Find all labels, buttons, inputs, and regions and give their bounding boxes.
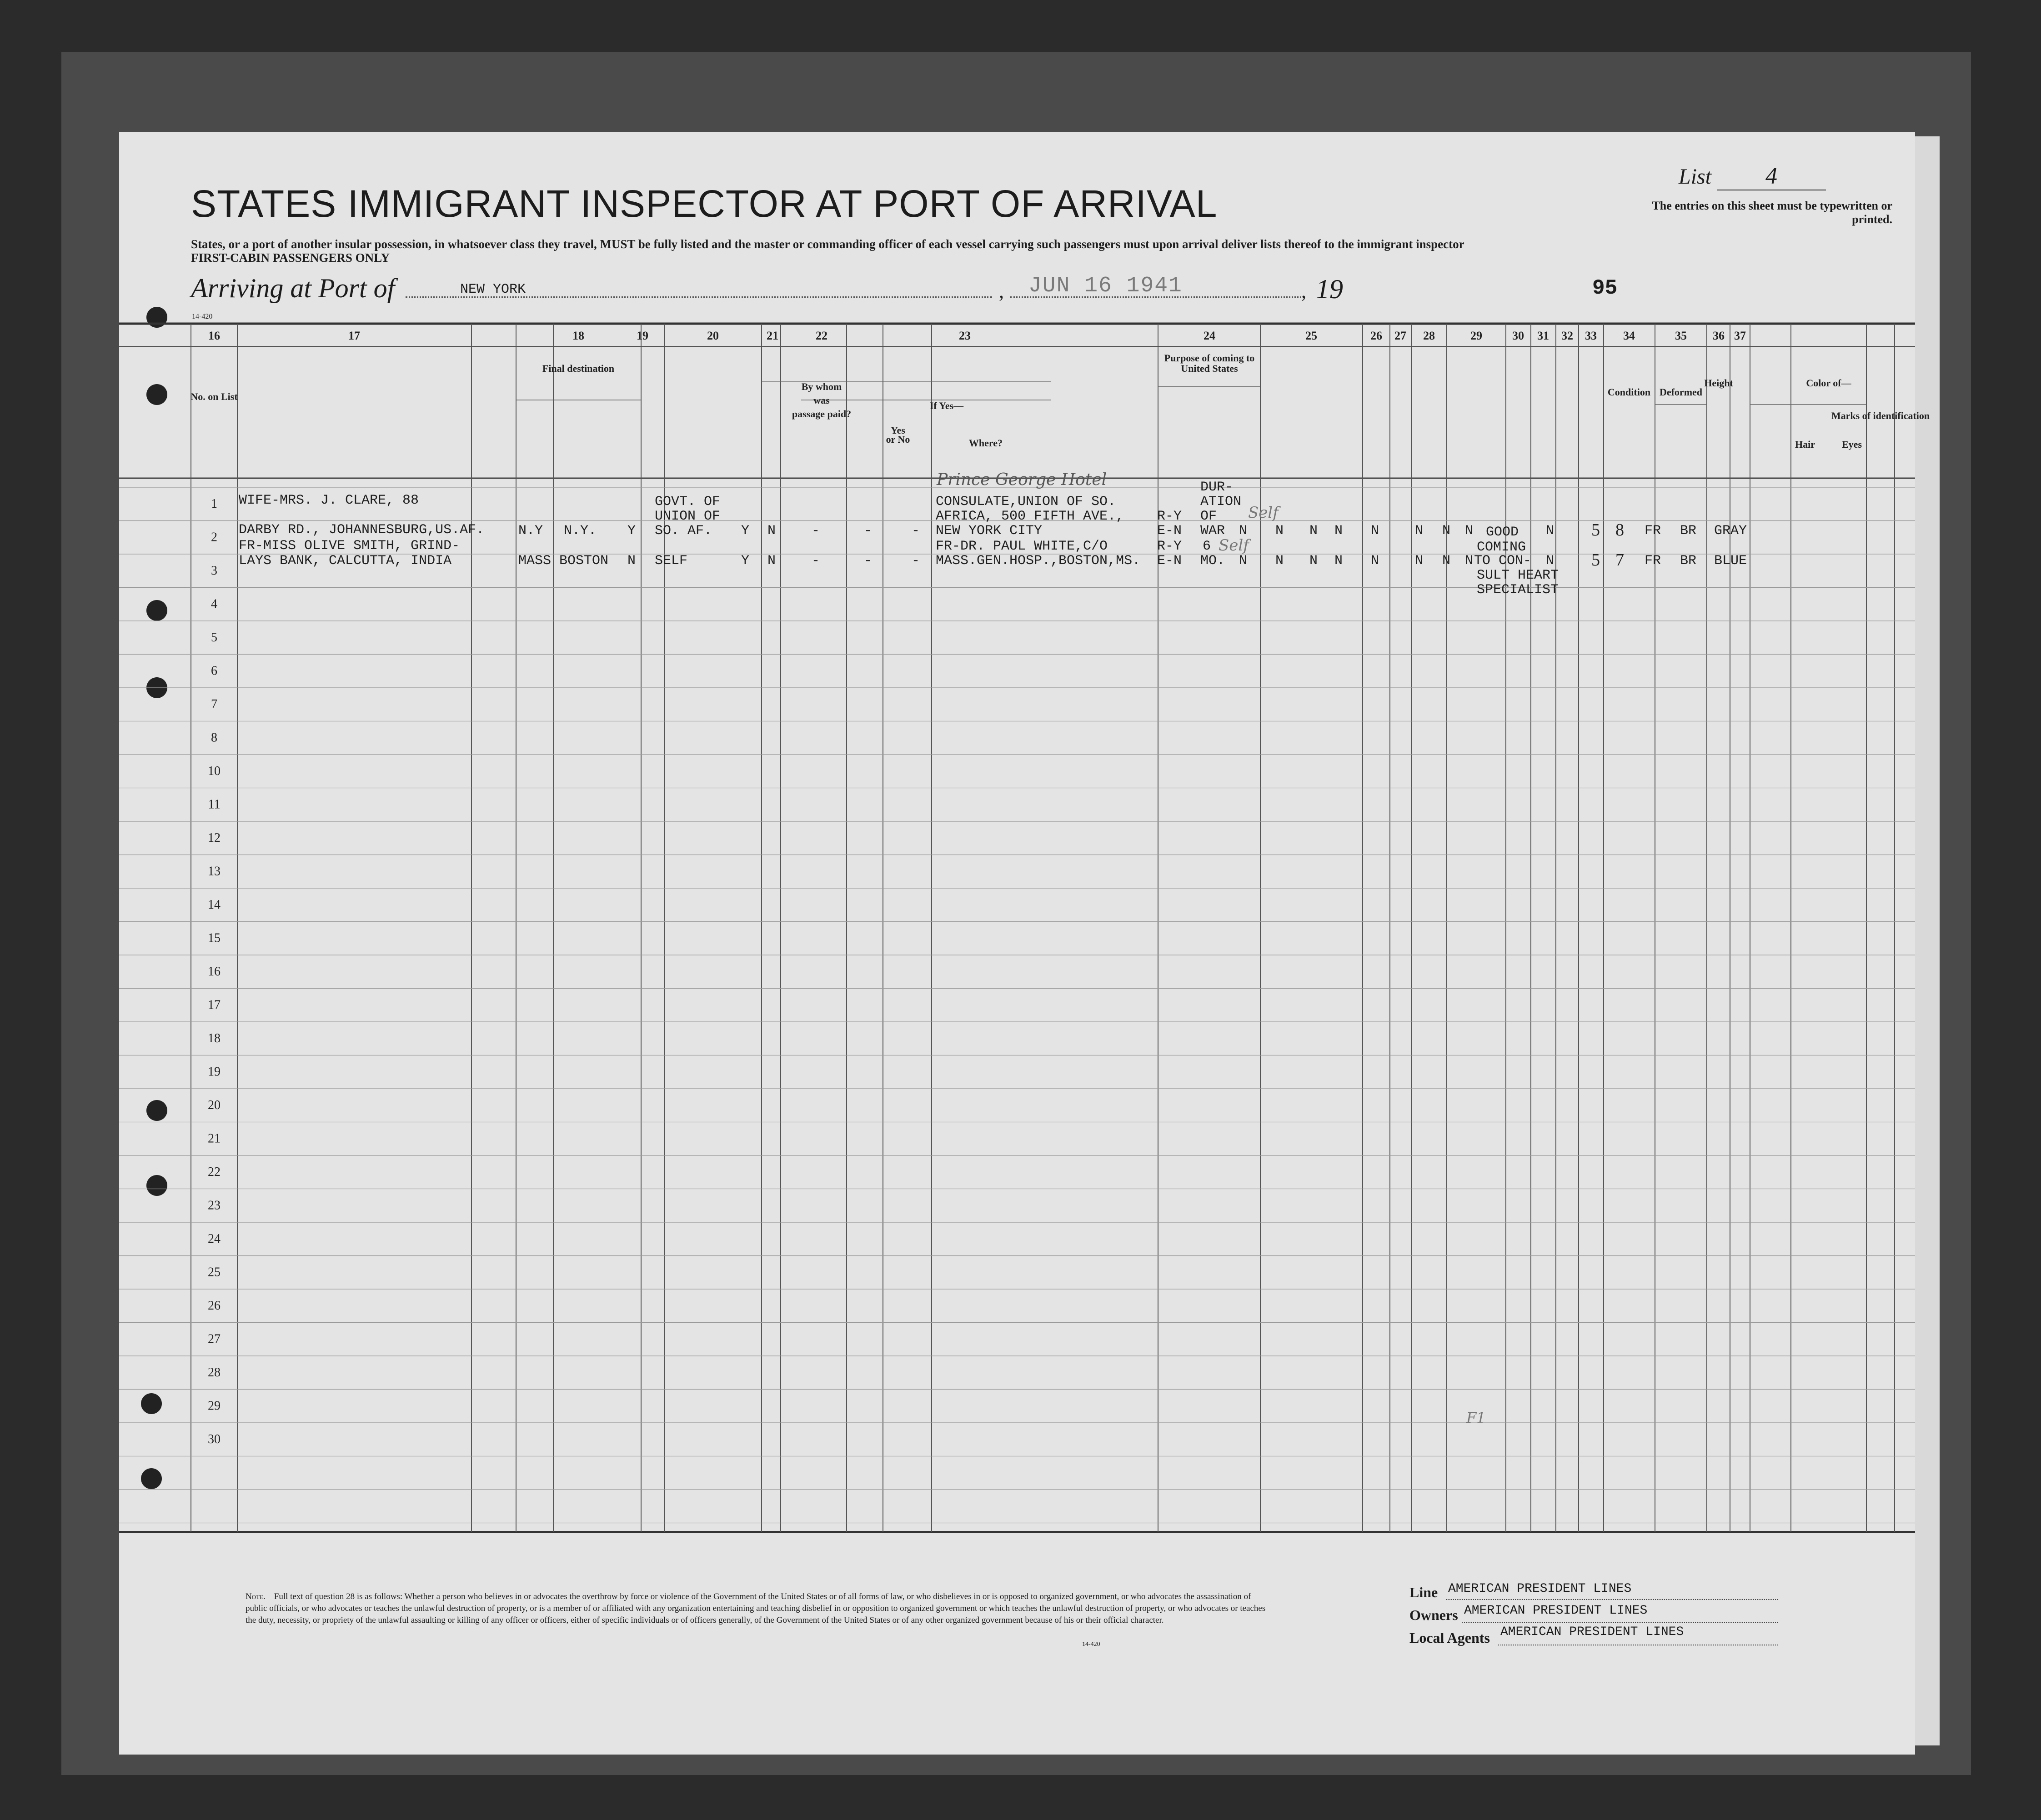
destination-state: N.Y [518,523,543,539]
row-number: 19 [208,1065,221,1079]
destination-city: BOSTON [559,553,609,569]
row-number: 25 [208,1265,221,1280]
q29: N [1415,553,1424,569]
anarchist: N [1334,553,1343,569]
column-number: 26 [1370,329,1382,342]
row-number: 13 [208,864,221,879]
row-number: 23 [208,1198,221,1213]
column-header-label: Height [1704,377,1733,389]
column-number: 36 [1713,329,1725,342]
row-number: 2 [211,530,217,545]
complexion: FR [1645,553,1661,569]
owners-label: Owners [1409,1607,1458,1623]
q30: N [1442,523,1451,539]
column-header-label: Yes [891,425,905,436]
join-relative: MASS.GEN.HOSP.,BOSTON,MS. [936,553,1141,569]
instructions-line2: FIRST-CABIN PASSENGERS ONLY [191,251,390,265]
relative-address: FR-MISS OLIVE SMITH, GRIND- [239,538,460,554]
join-relative: CONSULATE,UNION OF SO. [936,494,1116,510]
handwritten-hotel: Prince George Hotel [937,470,1107,489]
row-number: 24 [208,1232,221,1246]
row-number: 26 [208,1299,221,1313]
height-feet: 5 [1591,550,1600,570]
last-departure: - [912,553,920,569]
row-number: 10 [208,764,221,778]
q28: N [1371,553,1379,569]
health: SPECIALIST [1477,582,1559,598]
column-number: 31 [1537,329,1549,342]
column-number: 25 [1305,329,1317,342]
intends-return: E-N [1157,523,1182,539]
column-number: 33 [1585,329,1597,342]
column-number: 34 [1623,329,1635,342]
join-relative: AFRICA, 500 FIFTH AVE., [936,509,1124,524]
question-28-note [246,1591,1269,1626]
column-number: 22 [816,329,827,342]
line-value: AMERICAN PRESIDENT LINES [1448,1582,1632,1596]
comma-mark: , [1301,280,1306,302]
health: TO CON- [1474,553,1532,569]
row-number: 3 [211,564,217,578]
polygamist: N [1309,553,1318,569]
deformed: N [1546,553,1555,569]
port-label: Arriving at Port of [191,273,395,303]
column-header-label: By whom [801,381,842,392]
note-text: —Full text of question 28 is as follows: Whether a person who believes in or advocates the overthrow by force or violence of the Government of the United States or of all forms of law, or who disbelieves in or is opposed to organized government, or who advocates the assassination of public officials, or who advocates or teaches the unlawful destruction of property, or is a member of or affiliated with any organization entertaining and teaching disbelief in or opposition to organized government or which teaches the unlawful destruction of property, or who advocates or teaches the duty, necessity, or propriety of the unlawful assaulting or killing of any officer or officers, either of specific individuals or of officers generally, of the Government of the United States or of any other organized government because of his or their official character. [246,1592,1266,1625]
column-number: 18 [572,329,584,342]
deformed: N [1546,523,1555,539]
column-header-label: Hair [1795,439,1815,450]
row-number: 18 [208,1031,221,1045]
column-number: 30 [1512,329,1524,342]
handwritten-self: Self [1248,504,1279,522]
row-number: 28 [208,1365,221,1380]
hair-color: BR [1680,523,1697,539]
port-value: NEW YORK [460,282,526,297]
height-inches: 8 [1615,520,1624,540]
destination-state: MASS [518,553,552,569]
entries-note: The entries on this sheet must be typewritten or printed. [1652,199,1892,226]
column-header-label: No. on List [191,391,238,402]
ticket: N [627,553,636,569]
line-rule [1446,1599,1778,1600]
destination-city: N.Y. [564,523,597,539]
row-number: 20 [208,1098,221,1112]
agents-value: AMERICAN PRESIDENT LINES [1500,1625,1684,1639]
column-number: 17 [348,329,360,342]
eye-color: BLUE [1714,553,1747,569]
column-header-label: If Yes— [929,400,964,411]
length-stay: DUR- [1200,480,1234,495]
height-inches: 7 [1615,550,1624,570]
q31: N [1465,553,1474,569]
comma-mark: , [999,280,1004,302]
page-title: STATES IMMIGRANT INSPECTOR AT PORT OF ARRIVAL [191,182,1218,225]
length-stay: WAR [1200,523,1225,539]
health: COMING [1477,540,1526,555]
agents-label: Local Agents [1409,1630,1490,1646]
last-departure: - [912,523,920,539]
handwritten-self: Self [1219,536,1249,555]
row-number: 15 [208,931,221,945]
column-number: 28 [1423,329,1435,342]
column-number: 35 [1675,329,1687,342]
list-number: 4 [1717,163,1826,190]
length-stay: OF [1200,509,1217,524]
health: GOOD [1486,525,1519,540]
join-relative: NEW YORK CITY [936,523,1043,539]
column-header-label: Final destination [542,363,615,374]
complexion: FR [1645,523,1661,539]
note-label: Note. [246,1592,266,1601]
column-number: 27 [1394,329,1406,342]
column-header-label: was [813,395,830,406]
height-feet: 5 [1591,520,1600,540]
row-number: 11 [208,797,221,812]
row-number: 14 [208,898,221,912]
column-number: 20 [707,329,719,342]
line-label: Line [1409,1584,1438,1600]
note-form-number: 14-420 [1082,1641,1100,1648]
row-number: 16 [208,965,221,979]
column-number: 32 [1561,329,1573,342]
owners-rule [1462,1622,1778,1623]
row-number: 30 [208,1432,221,1446]
row-number: 27 [208,1332,221,1346]
year-period: - [812,553,820,569]
column-number: 24 [1204,329,1215,342]
relative-address: WIFE-MRS. J. CLARE, 88 [239,493,419,508]
row-number: 29 [208,1399,221,1413]
passage-paid: UNION OF [655,509,721,524]
where: - [864,523,873,539]
row-number: 8 [211,730,217,745]
column-header-label: Eyes [1842,439,1862,450]
length-stay: MO. [1200,553,1225,569]
ticket: Y [627,523,636,539]
column-number: 16 [208,329,220,342]
row-number: 4 [211,597,217,611]
row-number: 21 [208,1131,221,1146]
row-number: 5 [211,630,217,645]
list-label-wrap [1679,163,1826,190]
row-number: 22 [208,1165,221,1179]
intends-return: E-N [1157,553,1182,569]
been-before: N [767,553,776,569]
passage-paid: GOVT. OF [655,494,721,510]
where: - [864,553,873,569]
column-number: 21 [767,329,778,342]
owners-value: AMERICAN PRESIDENT LINES [1464,1604,1648,1618]
column-number: 37 [1734,329,1746,342]
q29: N [1415,523,1424,539]
citizen-intent: N [1239,553,1248,569]
row-number: 12 [208,831,221,845]
column-header-label: Color of— [1806,377,1851,389]
fifty-dollars: Y [741,553,750,569]
hair-color: BR [1680,553,1697,569]
prison: N [1275,523,1284,539]
column-header-label: passage paid? [792,408,852,420]
column-header-label: or No [886,434,910,445]
row-number: 17 [208,998,221,1012]
passage-paid: SELF [655,553,688,569]
instructions-line1: States, or a port of another insular possession, in whatsoever class they travel, MUST be fully listed and the master or commanding officer of each vessel carrying such passengers must upon arrival deliver lists thereof to the immigrant inspector [191,237,1464,251]
q31: N [1465,523,1474,539]
prison: N [1275,553,1284,569]
polygamist: N [1309,523,1318,539]
column-number: 23 [959,329,971,342]
form-number: 14-420 [192,313,213,320]
intends-return: R-Y [1157,539,1182,554]
column-header-label: Deformed [1659,386,1703,398]
page-number: 95 [1592,276,1618,300]
intends-return: R-Y [1157,509,1182,524]
year-period: - [812,523,820,539]
q28: N [1371,523,1379,539]
fifty-dollars: Y [741,523,750,539]
column-header-label: Condition [1607,386,1651,398]
citizen-intent: N [1239,523,1248,539]
eye-color: GRAY [1714,523,1747,539]
column-number: 29 [1470,329,1482,342]
column-number: 19 [637,329,648,342]
year-prefix: 19 [1316,274,1343,304]
join-relative: FR-DR. PAUL WHITE,C/O [936,539,1108,554]
length-stay: ATION [1200,494,1242,510]
anarchist: N [1334,523,1343,539]
column-header-label: United States [1181,363,1238,374]
column-header-label: Marks of identification [1831,410,1930,421]
row-number: 1 [211,497,217,511]
column-header-label: Purpose of coming to [1164,352,1255,364]
relative-address: LAYS BANK, CALCUTTA, INDIA [239,553,452,569]
margin-mark: F1 [1466,1409,1486,1426]
length-stay: 6 [1203,539,1211,554]
passage-paid: SO. AF. [655,523,712,539]
been-before: N [767,523,776,539]
row-number: 6 [211,664,217,678]
q30: N [1442,553,1451,569]
column-header-label: Where? [968,437,1003,449]
health: SULT HEART [1477,568,1559,583]
relative-address: DARBY RD., JOHANNESBURG,US.AF. [239,522,485,538]
date-stamp: JUN 16 1941 [1028,274,1183,298]
row-number: 7 [211,697,217,711]
list-label: List [1679,165,1712,189]
